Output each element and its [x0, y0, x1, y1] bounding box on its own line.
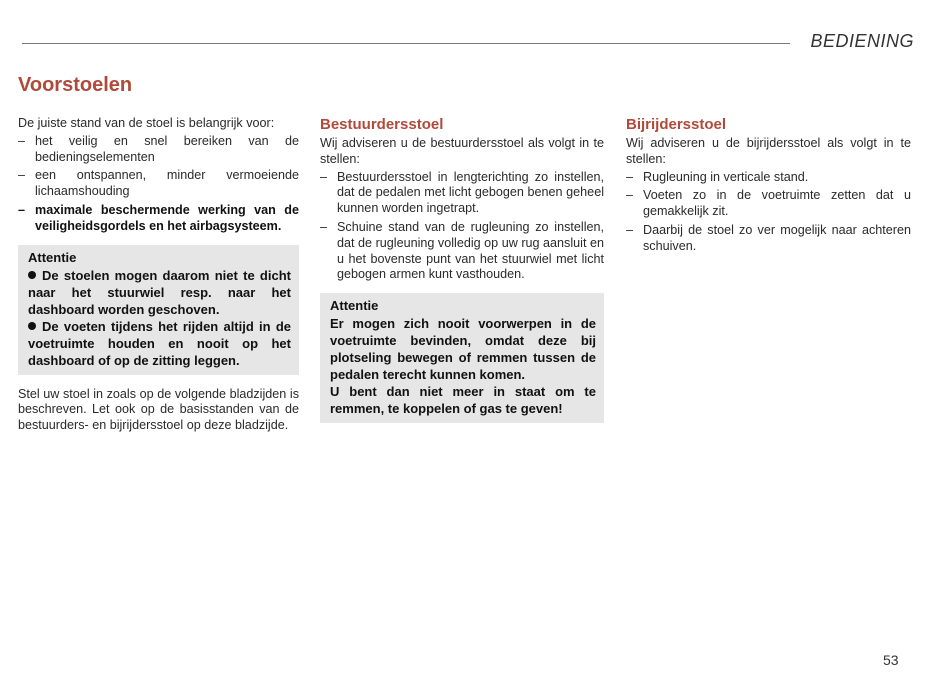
intro-list [18, 134, 299, 235]
warning-bullet-text: De voeten tijdens het rijden altijd in de voetruimte houden en nooit op het dashboard of op de zitting leggen. [28, 318, 291, 368]
warning-box-seats [18, 245, 299, 375]
header-rule [22, 43, 790, 44]
warning-box-driver [320, 293, 604, 423]
driver-seat-intro: Wij adviseren u de bestuurdersstoel als volgt in te stellen: [320, 136, 604, 166]
list-item: – maximale beschermende werking van de veiligheidsgordels en het airbagsysteem. [18, 203, 299, 235]
passenger-seat-list [626, 170, 911, 255]
driver-seat-title: Bestuurdersstoel [320, 116, 444, 133]
warning-title: Attentie [28, 249, 77, 265]
outro-text: Stel uw stoel in zoals op de volgende bladzijden is beschreven. Let ook op de basisstanden van de bestuurders- en bijrijdersstoel op deze bladzijde. [18, 386, 299, 433]
intro-text: De juiste stand van de stoel is belangrijk voor: [18, 116, 275, 130]
warning-bullet [28, 267, 291, 318]
page-number: 53 [883, 652, 899, 668]
column-intro [18, 116, 299, 434]
list-item: – een ontspannen, minder vermoeiende lichaamshouding [18, 168, 299, 200]
column-passenger-seat [626, 116, 911, 258]
section-header: BEDIENING [810, 31, 914, 51]
list-item: – Schuine stand van de rugleuning zo instellen, dat de rugleuning volledig op uw rug aansluit en u het bovenste punt van het stuurwiel met licht gebogen armen kunt vasthouden. [320, 220, 604, 283]
warning-bullet-text: De stoelen mogen daarom niet te dicht naar het stuurwiel resp. naar het dashboard worden geschoven. [28, 267, 291, 317]
list-item: – Bestuurdersstoel in lengterichting zo instellen, dat de pedalen met licht gebogen benen geheel kunnen worden ingetrapt. [320, 170, 604, 217]
list-item: – Voeten zo in de voetruimte zetten dat u gemakkelijk zit. [626, 188, 911, 220]
page-title: Voorstoelen [18, 74, 133, 96]
warning-paragraph: Er mogen zich nooit voorwerpen in de voetruimte bevinden, omdat deze bij plotseling bewegen of remmen tussen de pedalen terecht kunnen komen. [330, 316, 596, 383]
list-item: – Daarbij de stoel zo ver mogelijk naar achteren schuiven. [626, 223, 911, 255]
passenger-seat-intro: Wij adviseren u de bijrijdersstoel als volgt in te stellen: [626, 136, 911, 166]
warning-paragraph: U bent dan niet meer in staat om te remmen, te koppelen of gas te geven! [330, 384, 596, 417]
list-item: – het veilig en snel bereiken van de bedieningselementen [18, 134, 299, 166]
column-driver-seat [320, 116, 604, 423]
bullet-icon [28, 271, 36, 279]
driver-seat-list [320, 170, 604, 284]
warning-title: Attentie [330, 298, 379, 314]
list-item: – Rugleuning in verticale stand. [626, 170, 911, 186]
bullet-icon [28, 322, 36, 330]
passenger-seat-title: Bijrijdersstoel [626, 116, 727, 133]
warning-bullet [28, 318, 291, 369]
